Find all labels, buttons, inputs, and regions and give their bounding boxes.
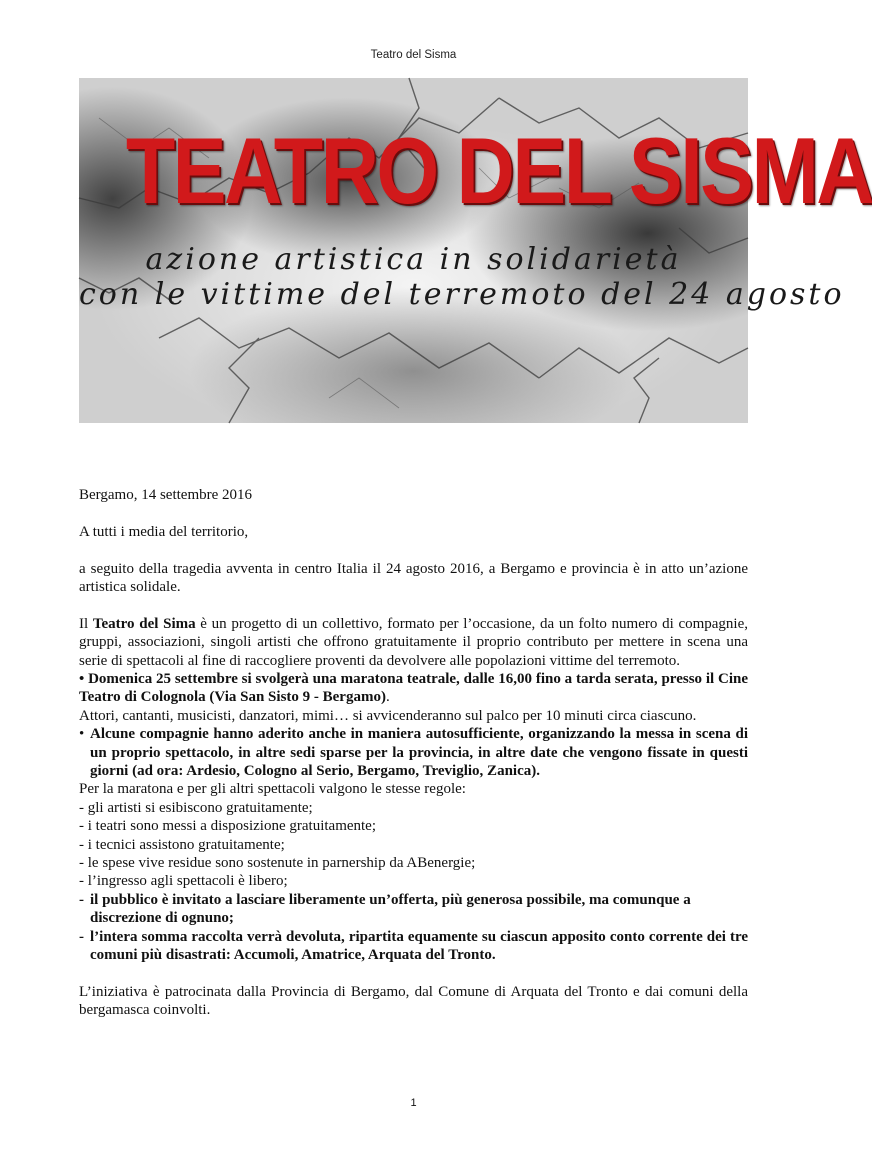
rule-item: - i teatri sono messi a disposizione gratuitamente; xyxy=(79,818,377,835)
project-paragraph xyxy=(79,615,748,670)
marathon-announcement xyxy=(79,670,748,707)
rules-intro: Per la maratona e per gli altri spettacoli valgono le stesse regole: xyxy=(79,781,466,798)
date-line: Bergamo, 14 settembre 2016 xyxy=(79,487,253,503)
rule-item: - l’ingresso agli spettacoli è libero; xyxy=(79,873,288,890)
project-description: è un progetto di un collettivo, formato per l’occasione, da un folto numero di compagnie, gruppi, associazioni, singoli artisti che offrono gratuitamente il proprio contributo per mettere in scena una serie di spettacoli al fine di raccogliere proventi da devolvere alle popolazioni vittime del terremoto. xyxy=(79,615,748,669)
rule-item: - le spese vive residue sono sostenute in parnership da ABenergie; xyxy=(79,855,476,872)
running-header: Teatro del Sisma xyxy=(370,49,457,61)
banner-image xyxy=(79,78,872,423)
rule-item-offering xyxy=(79,891,748,928)
closing-paragraph: L’iniziativa è patrocinata dalla Provincia di Bergamo, dal Comune di Arquata del Tronto e dai comuni della bergamasca coinvolti. xyxy=(79,983,748,1019)
intro-paragraph: a seguito della tragedia avventa in centro Italia il 24 agosto 2016, a Bergamo e provincia è in atto un’azione artistica solidale. xyxy=(79,560,748,595)
letter-body xyxy=(79,486,748,1020)
companies-text: Alcune compagnie hanno aderito anche in maniera autosufficiente, organizzando la messa in scena di un proprio spettacolo, in altre sedi sparse per la provincia, in altre date che vengono fissate in questi giorni (ad ora: Ardesio, Cologno al Serio, Bergamo, Treviglio, Zanica). xyxy=(90,726,748,780)
project-name: Teatro del Sima xyxy=(92,615,196,632)
marathon-details: • Domenica 25 settembre si svolgerà una maratona teatrale, dalle 16,00 fino a tarda serata, presso il Cine Teatro di Colognola (Via San Sisto 9 - Bergamo) xyxy=(79,671,748,706)
banner-title: TEATRO DEL SISMA xyxy=(125,118,872,223)
dash-mark: - xyxy=(79,891,84,908)
bullet-mark: • xyxy=(79,726,85,743)
bullet-item-companies xyxy=(79,725,748,780)
dash-mark: - xyxy=(79,928,84,945)
rule-item-donation xyxy=(79,928,748,965)
marathon-period: . xyxy=(385,689,390,706)
offering-text: il pubblico è invitato a lasciare liberamente un’offerta, più generosa possibile, ma comunque a discrezione di ognuno; xyxy=(90,891,691,927)
rule-item: - i tecnici assistono gratuitamente; xyxy=(79,836,285,853)
rule-item: - gli artisti si esibiscono gratuitamente; xyxy=(79,799,313,816)
performers-paragraph: Attori, cantanti, musicisti, danzatori, mimi… si avvicenderanno sul palco per 10 minuti circa ciascuno. xyxy=(79,707,697,724)
salutation: A tutti i media del territorio, xyxy=(79,523,249,540)
page-number: 1 xyxy=(410,1097,417,1109)
banner-tagline-line2: con le vittime del terremoto del 24 agosto xyxy=(79,277,845,312)
project-prefix: Il xyxy=(79,615,93,632)
donation-text: l’intera somma raccolta verrà devoluta, ripartita equamente su ciascun apposito conto corrente dei tre comuni più disastrati: Accumoli, Amatrice, Arquata del Tronto. xyxy=(90,928,748,964)
banner-tagline-line1: azione artistica in solidarietà xyxy=(145,242,682,277)
